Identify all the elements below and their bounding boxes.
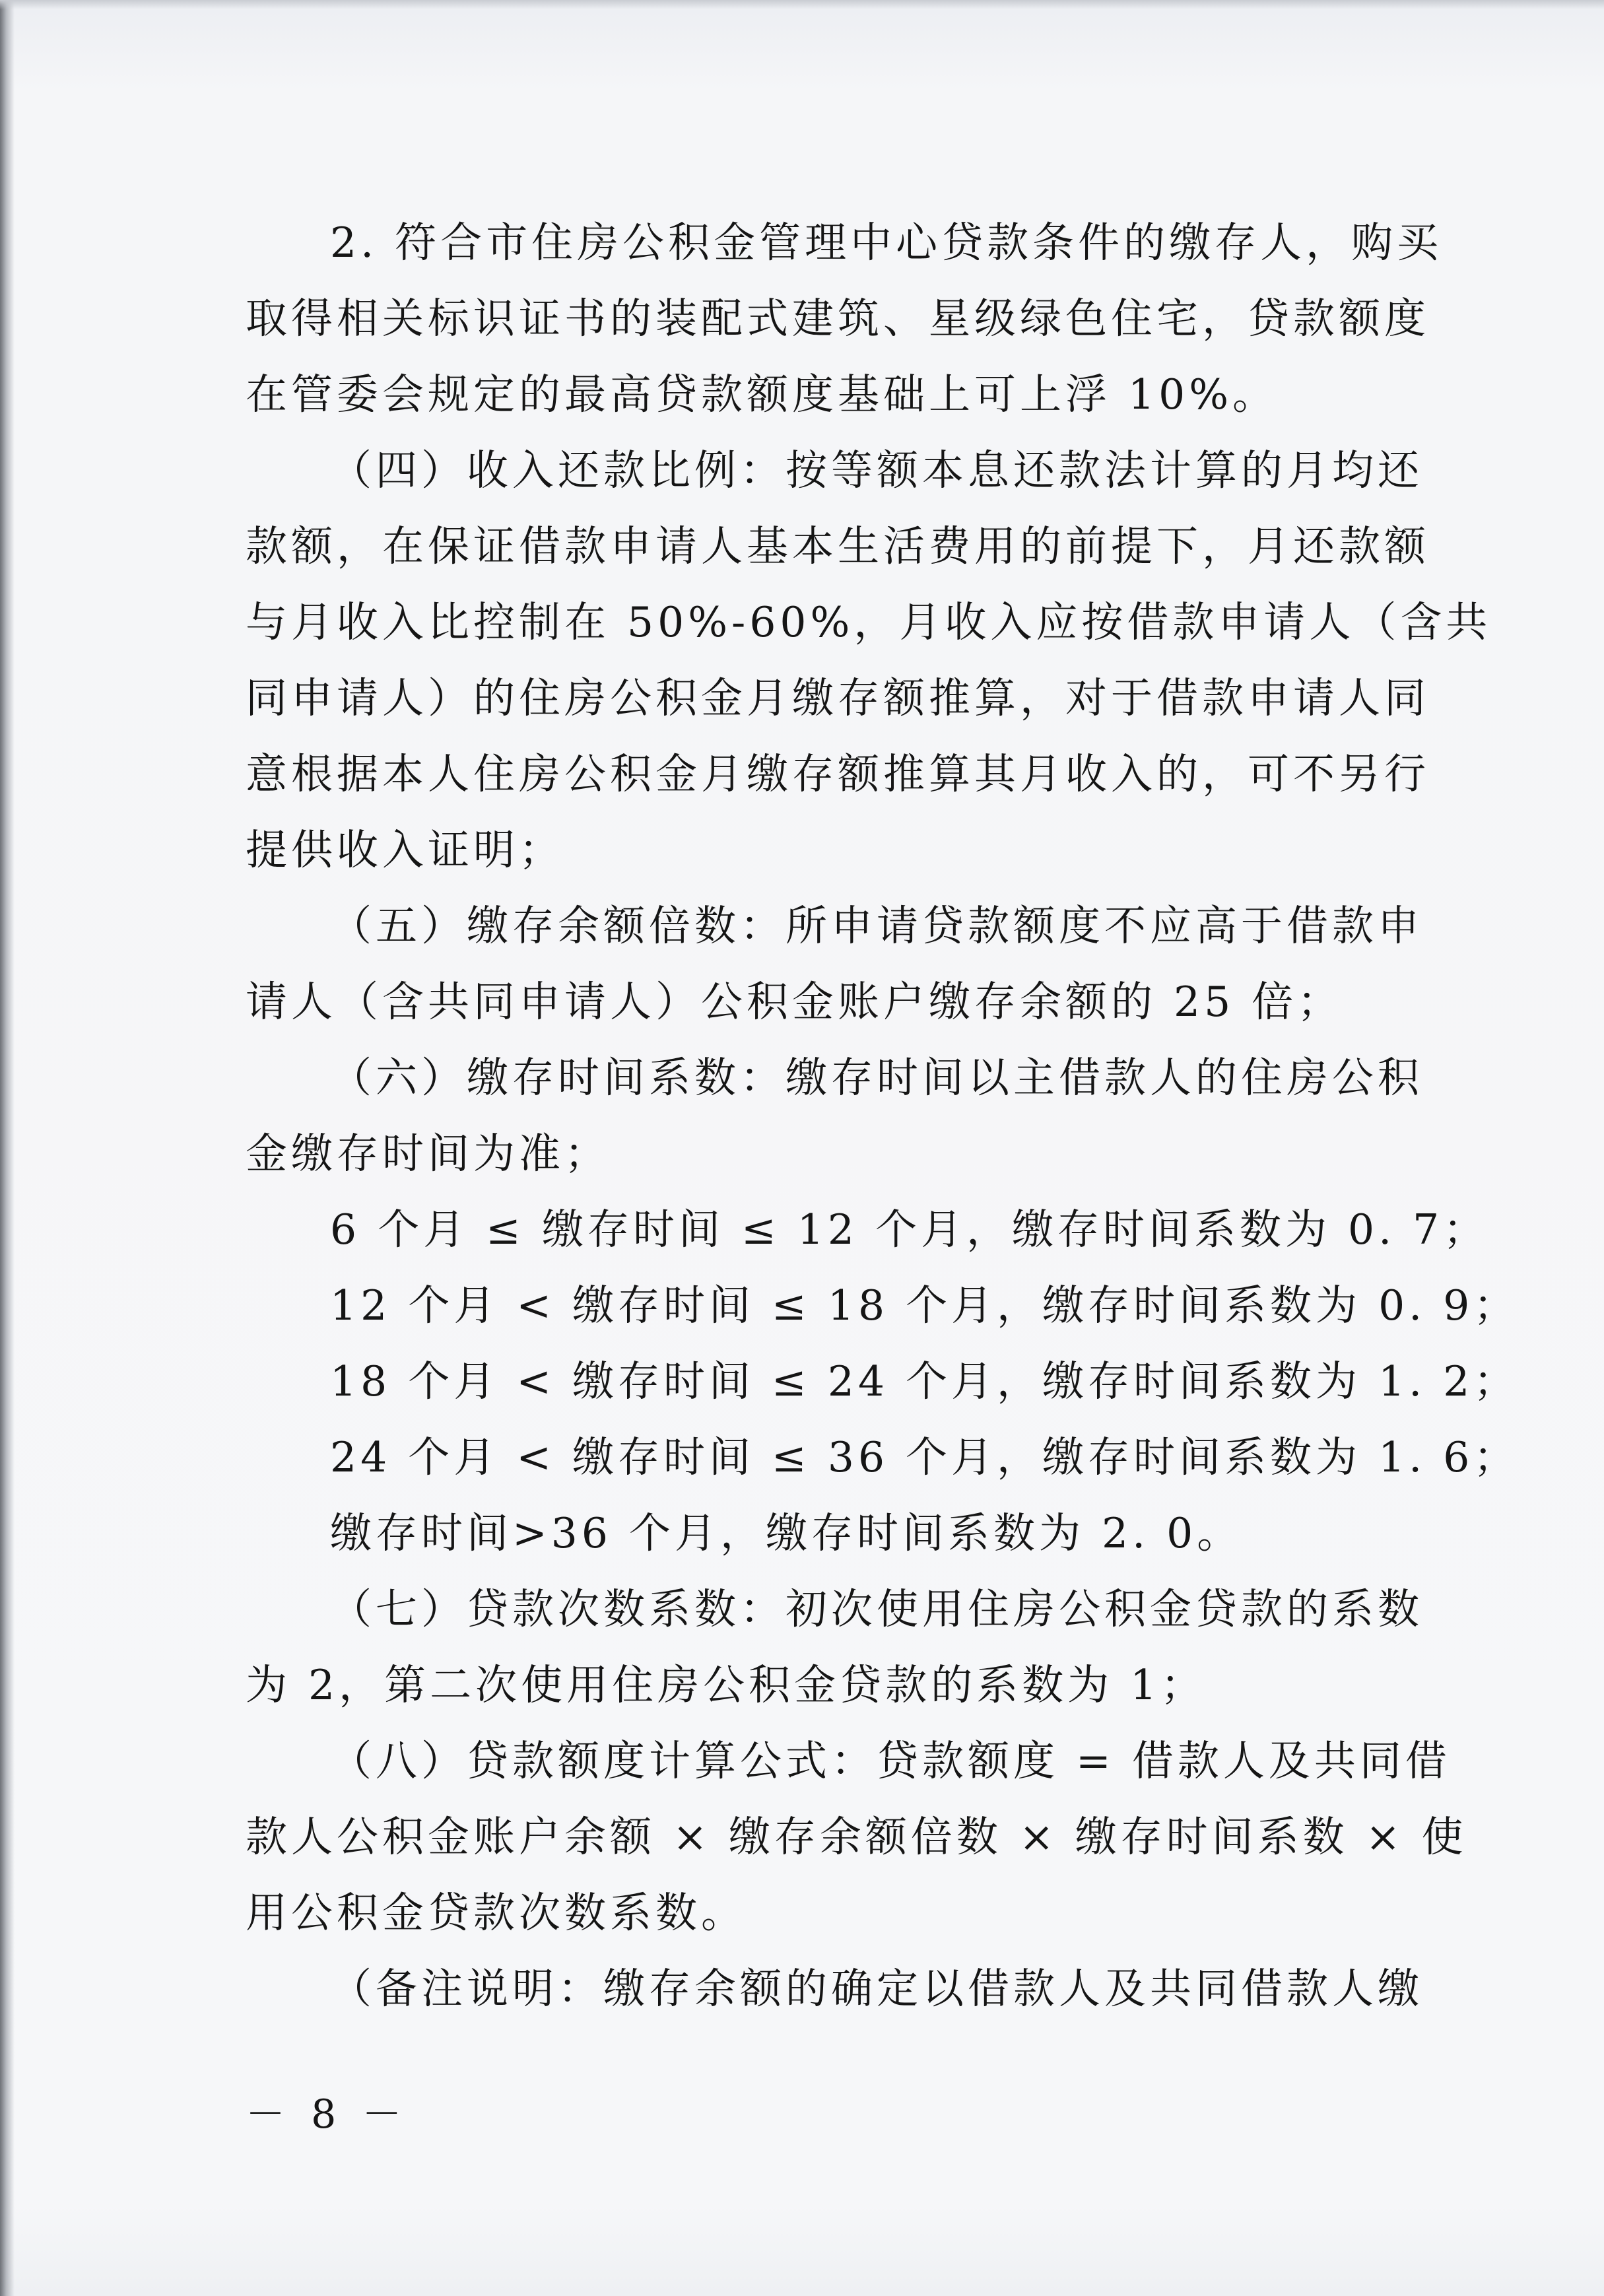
- page-number: － 8 －: [246, 2091, 409, 2138]
- paragraph-line: 在管委会规定的最高贷款额度基础上可上浮 10%。: [246, 370, 1279, 419]
- paragraph-line: （六）缴存时间系数：缴存时间以主借款人的住房公积: [330, 1054, 1423, 1102]
- coefficient-line: 24 个月 < 缴存时间 ≤ 36 个月，缴存时间系数为 1. 6；: [330, 1433, 1520, 1481]
- paragraph-line: 同申请人）的住房公积金月缴存额推算，对于借款申请人同: [246, 674, 1430, 722]
- paragraph-line: 款额，在保证借款申请人基本生活费用的前提下，月还款额: [246, 522, 1430, 570]
- scan-top-edge: [0, 0, 1604, 9]
- paragraph-line: 金缴存时间为准；: [246, 1130, 610, 1178]
- coefficient-line: 12 个月 < 缴存时间 ≤ 18 个月，缴存时间系数为 0. 9；: [330, 1281, 1520, 1330]
- paragraph-line: 提供收入证明；: [246, 826, 564, 874]
- paragraph-line: （五）缴存余额倍数：所申请贷款额度不应高于借款申: [330, 902, 1423, 950]
- scan-left-edge: [0, 0, 15, 2296]
- paragraph-line: 为 2，第二次使用住房公积金贷款的系数为 1；: [246, 1661, 1207, 1709]
- paragraph-line: 用公积金贷款次数系数。: [246, 1889, 747, 1937]
- paragraph-line: 取得相关标识证书的装配式建筑、星级绿色住宅，贷款额度: [246, 294, 1430, 343]
- coefficient-line: 缴存时间>36 个月，缴存时间系数为 2. 0。: [330, 1509, 1243, 1557]
- paragraph-line: （备注说明：缴存余额的确定以借款人及共同借款人缴: [330, 1965, 1423, 2013]
- body-text: [246, 205, 1520, 2027]
- paragraph-line: 2. 符合市住房公积金管理中心贷款条件的缴存人，购买: [330, 219, 1443, 267]
- paragraph-line: （八）贷款额度计算公式：贷款额度 = 借款人及共同借: [330, 1737, 1451, 1785]
- paragraph-line: 意根据本人住房公积金月缴存额推算其月收入的，可不另行: [246, 750, 1430, 798]
- paragraph-line: 请人（含共同申请人）公积金账户缴存余额的 25 倍；: [246, 978, 1343, 1026]
- coefficient-line: 18 个月 < 缴存时间 ≤ 24 个月，缴存时间系数为 1. 2；: [330, 1357, 1520, 1405]
- paragraph-line: 与月收入比控制在 50%-60%，月收入应按借款申请人（含共: [246, 598, 1492, 646]
- paragraph-line: （四）收入还款比例：按等额本息还款法计算的月均还: [330, 446, 1423, 494]
- paragraph-line: 款人公积金账户余额 × 缴存余额倍数 × 缴存时间系数 × 使: [246, 1813, 1467, 1861]
- paragraph-line: （七）贷款次数系数：初次使用住房公积金贷款的系数: [330, 1585, 1423, 1633]
- coefficient-line: 6 个月 ≤ 缴存时间 ≤ 12 个月，缴存时间系数为 0. 7；: [330, 1205, 1489, 1254]
